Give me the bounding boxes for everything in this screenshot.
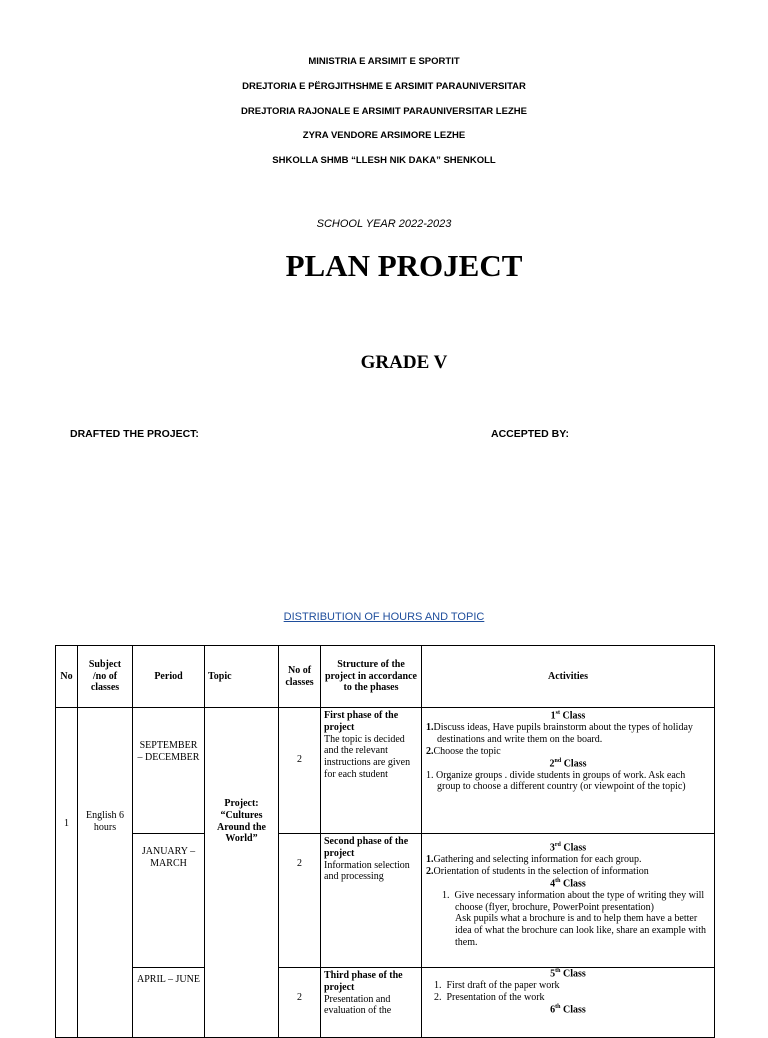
- period-cell: [133, 834, 205, 968]
- header-no-of-classes: No of classes: [279, 646, 321, 708]
- classes-cell: [279, 834, 321, 968]
- topic-value: Project: “Cultures Around the World”: [217, 798, 266, 845]
- header-activities: Activities: [422, 646, 715, 708]
- structure-title: Second phase of the project: [324, 836, 409, 859]
- header-no: No: [56, 646, 78, 708]
- table-row: [56, 708, 715, 834]
- table-row: [56, 968, 715, 1038]
- header-topic: Topic: [205, 646, 279, 708]
- class-heading: 6th Class: [550, 1003, 586, 1016]
- row-number-value: 1: [64, 818, 69, 829]
- activity-item: 1. Give necessary information about the type of writing they will choose (flyer, brochure, PowerPoint presentation): [442, 889, 705, 913]
- activity-item: 2. Presentation of the work: [434, 991, 545, 1003]
- period-cell: [133, 968, 205, 1038]
- activity-item: 1.Discuss ideas, Have pupils brainstorm about the types of holiday destinations and write them on the board.: [426, 722, 693, 745]
- activity-item: 2.Choose the topic: [426, 745, 501, 757]
- activity-item: 1.Gathering and selecting information for each group.: [426, 854, 642, 866]
- period-value: SEPTEMBER – DECEMBER: [137, 740, 200, 763]
- structure-title: Third phase of the project: [324, 970, 403, 993]
- drafted-label: DRAFTED THE PROJECT:: [70, 428, 199, 440]
- class-heading: 1st Class: [550, 710, 586, 722]
- distribution-title: DISTRIBUTION OF HOURS AND TOPIC: [283, 611, 485, 623]
- accepted-label: ACCEPTED BY:: [491, 428, 569, 440]
- activities-cell: [422, 708, 715, 834]
- structure-title: First phase of the project: [324, 710, 399, 733]
- classes-cell: [279, 968, 321, 1038]
- structure-cell: [321, 708, 422, 834]
- period-value: JANUARY – MARCH: [141, 846, 196, 869]
- activities-cell: [422, 968, 715, 1038]
- subject-value: English 6 hours: [85, 810, 125, 833]
- grade-label: GRADE V: [360, 352, 448, 373]
- period-value: APRIL – JUNE: [137, 974, 200, 985]
- activity-item: 1. First draft of the paper work: [434, 980, 560, 992]
- page-title: PLAN PROJECT: [285, 248, 523, 283]
- class-heading: 4th Class: [550, 877, 586, 890]
- activity-item-continuation: Ask pupils what a brochure is and to help them have a better idea of what the brochure can look like, share an example with them.: [455, 913, 707, 949]
- activity-item: 1. Organize groups . divide students in groups of work. Ask each group to choose a different country (or viewpoint of the topic): [426, 769, 686, 793]
- structure-text: Information selection and processing: [324, 859, 410, 883]
- table-header-row: [56, 646, 715, 708]
- structure-cell: [321, 834, 422, 968]
- plan-table: [55, 645, 715, 1038]
- subject-cell: [78, 708, 133, 1038]
- header-ministry: MINISTRIA E ARSIMIT E SPORTIT: [308, 56, 460, 67]
- structure-text: The topic is decided and the relevant instructions are given for each student: [324, 733, 411, 780]
- header-subject: Subject /no of classes: [78, 646, 133, 708]
- activity-item: 2.Orientation of students in the selection of information: [426, 865, 649, 877]
- header-period: Period: [133, 646, 205, 708]
- topic-cell: [205, 708, 279, 1038]
- header-structure: Structure of the project in accordance to the phases: [321, 646, 422, 708]
- header-school: SHKOLLA SHMB “LLESH NIK DAKA” SHENKOLL: [272, 155, 496, 166]
- header-general-directorate: DREJTORIA E PËRGJITHSHME E ARSIMIT PARAUNIVERSITAR: [242, 81, 526, 92]
- classes-value: 2: [297, 754, 302, 765]
- structure-cell: [321, 968, 422, 1038]
- activities-cell: [422, 834, 715, 968]
- header-local-office: ZYRA VENDORE ARSIMORE LEZHE: [302, 130, 466, 141]
- row-number: [56, 708, 78, 1038]
- classes-value: 2: [297, 992, 302, 1003]
- period-cell: [133, 708, 205, 834]
- classes-cell: [279, 708, 321, 834]
- table-row: [56, 834, 715, 968]
- class-heading: 5th Class: [550, 968, 586, 980]
- header-regional-directorate: DREJTORIA RAJONALE E ARSIMIT PARAUNIVERSITAR LEZHE: [241, 106, 527, 117]
- structure-text: Presentation and evaluation of the: [324, 993, 392, 1017]
- school-year: SCHOOL YEAR 2022-2023: [316, 218, 452, 230]
- class-heading: 2nd Class: [549, 757, 587, 769]
- class-heading: 3rd Class: [549, 842, 587, 854]
- classes-value: 2: [297, 858, 302, 869]
